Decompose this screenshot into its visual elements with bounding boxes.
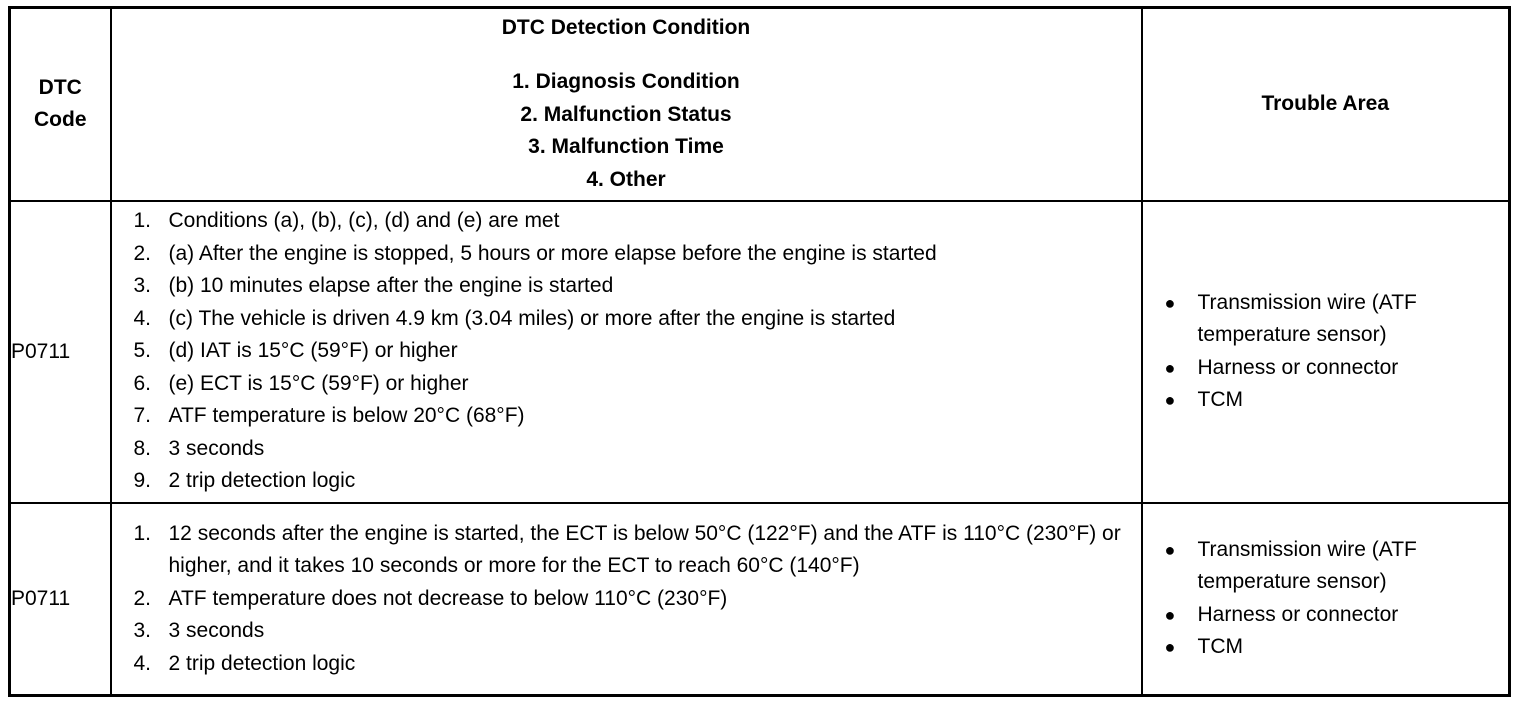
condition-item	[134, 400, 1127, 433]
condition-list	[112, 205, 1141, 498]
trouble-area-list	[1143, 534, 1509, 664]
condition-number: 1.	[133, 209, 152, 233]
condition-number: 2.	[133, 586, 152, 610]
condition-text: (e) ECT is 15°C (59°F) or higher	[168, 371, 469, 395]
header-condition-title: DTC Detection Condition	[501, 16, 751, 40]
table-row	[10, 201, 1510, 503]
condition-text: (a) After the engine is stopped, 5 hours or more elapse before the engine is started	[168, 241, 937, 265]
condition-text: 12 seconds after the engine is started, the ECT is below 50°C (122°F) and the ATF is 110°C (230°F) or higher, and it takes 10 seconds or more for the ECT to reach 60°C (140°F)	[168, 521, 1121, 577]
header-condition-item: 3. Malfunction Time	[528, 135, 724, 159]
condition-text: (c) The vehicle is driven 4.9 km (3.04 miles) or more after the engine is started	[168, 306, 896, 330]
header-condition-item: 1. Diagnosis Condition	[512, 70, 740, 94]
header-trouble-area: Trouble Area	[1142, 8, 1510, 201]
trouble-area-item	[1165, 352, 1499, 385]
condition-text: 3 seconds	[168, 619, 265, 642]
trouble-area-text: Harness or connector	[1197, 355, 1399, 379]
trouble-area-text: TCM	[1197, 388, 1243, 411]
condition-number: 3.	[133, 619, 152, 642]
header-condition-item: 2. Malfunction Status	[520, 102, 732, 126]
condition-number: 2.	[133, 241, 152, 265]
condition-item	[134, 465, 1127, 498]
condition-item	[134, 335, 1127, 368]
trouble-area-text: TCM	[1197, 635, 1243, 659]
trouble-area-cell	[1142, 201, 1510, 503]
condition-item	[134, 270, 1127, 303]
condition-item	[134, 583, 1127, 616]
condition-number: 3.	[133, 274, 152, 298]
bullet-icon: ●	[1164, 390, 1176, 410]
condition-text: ATF temperature does not decrease to below 110°C (230°F)	[168, 586, 728, 610]
bullet-icon: ●	[1164, 292, 1176, 313]
trouble-area-item	[1165, 287, 1499, 352]
condition-item	[134, 303, 1127, 336]
trouble-area-cell	[1142, 503, 1510, 696]
trouble-area-text: Transmission wire (ATF temperature sensor)	[1197, 537, 1417, 594]
bullet-icon: ●	[1164, 357, 1176, 378]
condition-item	[134, 433, 1127, 466]
header-dtc-code	[10, 8, 111, 201]
bullet-icon: ●	[1164, 637, 1176, 658]
condition-number: 4.	[133, 651, 152, 675]
condition-text: 2 trip detection logic	[168, 651, 356, 675]
condition-number: 5.	[133, 339, 152, 363]
trouble-area-text: Harness or connector	[1197, 602, 1399, 626]
condition-text: Conditions (a), (b), (c), (d) and (e) are met	[168, 209, 560, 233]
header-condition-item: 4. Other	[586, 167, 666, 191]
condition-item	[134, 615, 1127, 648]
header-code-line1: DTC	[38, 76, 82, 100]
condition-cell	[111, 503, 1142, 696]
header-row	[10, 8, 1510, 201]
header-code-line2: Code	[34, 108, 87, 132]
bullet-icon: ●	[1164, 604, 1176, 625]
dtc-code-cell: P0711	[10, 201, 111, 503]
condition-list	[112, 518, 1141, 681]
table-row	[10, 503, 1510, 696]
bullet-icon: ●	[1164, 539, 1176, 560]
header-detection-condition	[111, 8, 1142, 201]
trouble-area-item	[1165, 599, 1499, 632]
condition-item	[134, 205, 1127, 238]
dtc-table	[8, 6, 1511, 697]
condition-number: 8.	[133, 436, 152, 460]
condition-number: 4.	[133, 306, 152, 330]
dtc-table-frame	[8, 6, 1511, 697]
condition-text: 3 seconds	[168, 436, 265, 460]
condition-item	[134, 648, 1127, 681]
condition-number: 9.	[133, 469, 152, 493]
trouble-area-item	[1165, 631, 1499, 664]
trouble-area-list	[1143, 287, 1509, 417]
condition-item	[134, 368, 1127, 401]
trouble-area-text: Transmission wire (ATF temperature sensor)	[1197, 290, 1417, 346]
condition-text: ATF temperature is below 20°C (68°F)	[168, 404, 525, 428]
condition-number: 7.	[133, 404, 152, 428]
condition-text: (b) 10 minutes elapse after the engine is started	[168, 274, 614, 298]
trouble-area-item	[1165, 534, 1499, 599]
condition-text: (d) IAT is 15°C (59°F) or higher	[168, 339, 458, 363]
condition-number: 1.	[133, 521, 152, 545]
trouble-area-item	[1165, 384, 1499, 417]
condition-item	[134, 518, 1127, 583]
dtc-code-cell: P0711	[10, 503, 111, 696]
condition-cell	[111, 201, 1142, 503]
condition-text: 2 trip detection logic	[168, 469, 356, 493]
condition-item	[134, 238, 1127, 271]
condition-number: 6.	[133, 371, 152, 395]
